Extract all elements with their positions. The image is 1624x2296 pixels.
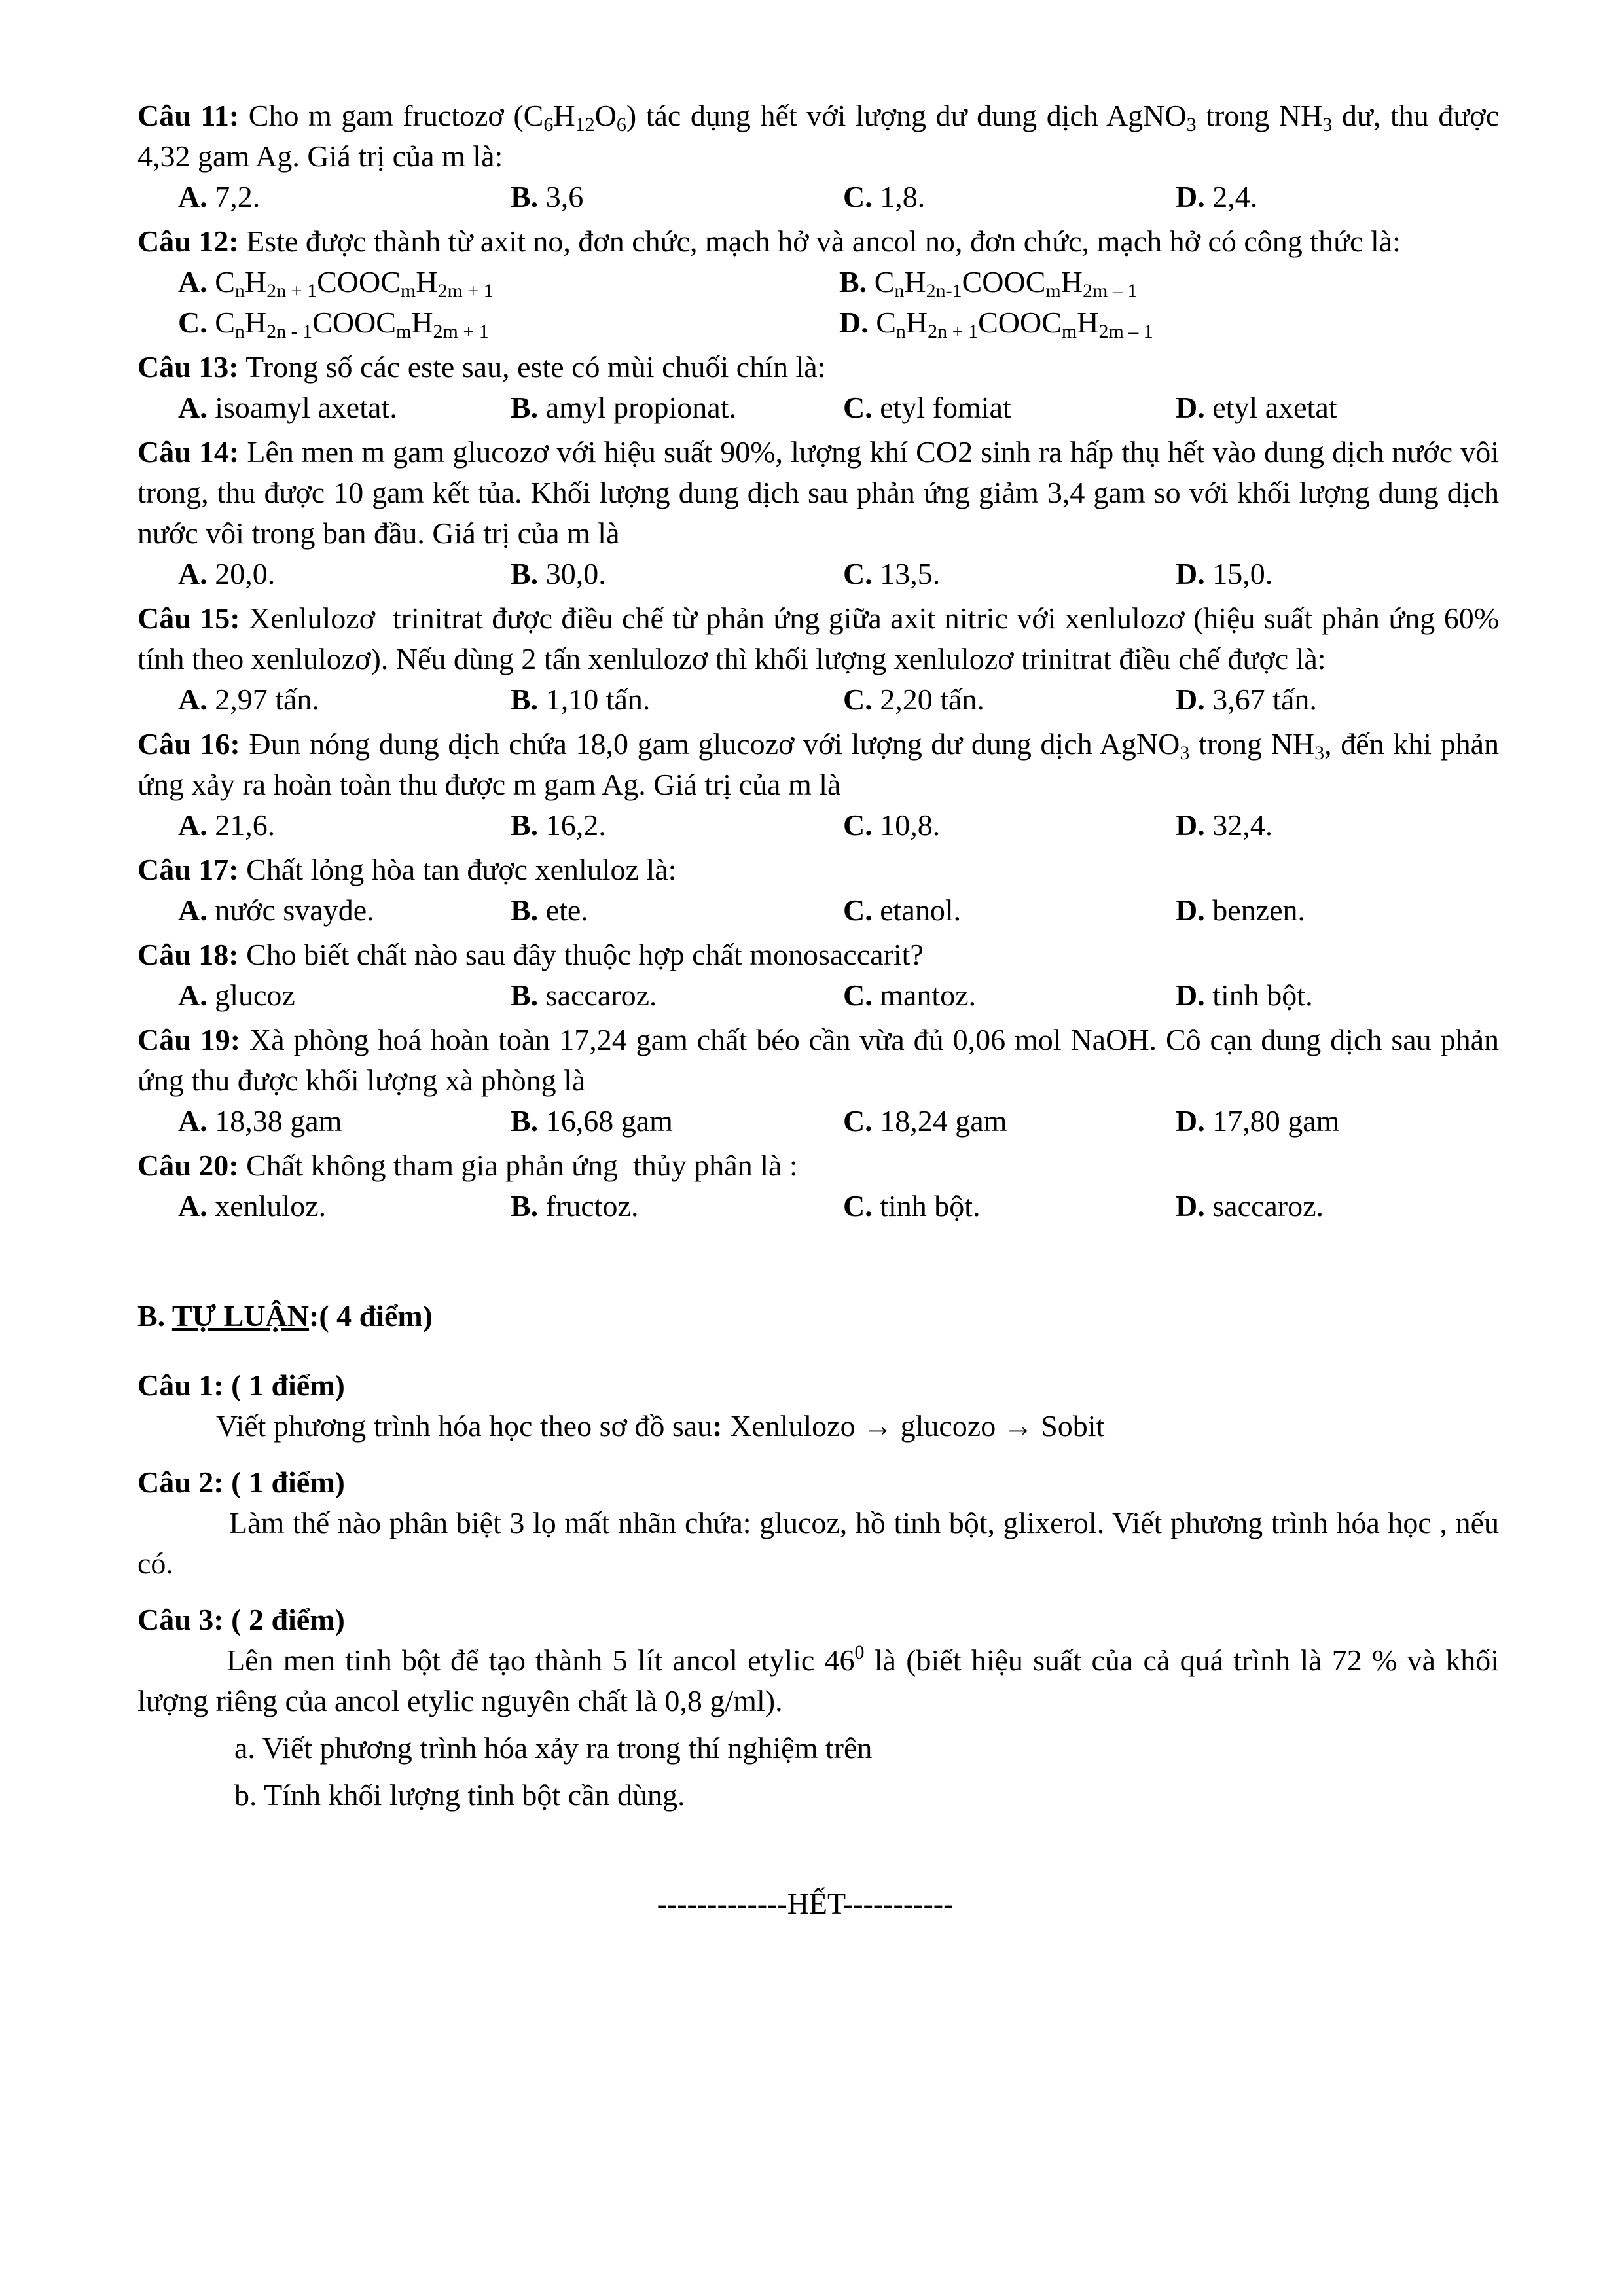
option-letter: A. — [178, 893, 208, 927]
answer-option — [178, 554, 511, 594]
question — [137, 1145, 1499, 1227]
question — [137, 724, 1499, 846]
question-stem — [137, 935, 1499, 975]
option-text: $C_nH_{2n-1}COOC_mH_{2m - 1}$ — [874, 265, 1138, 302]
question-stem — [137, 347, 1499, 387]
option-letter: A. — [178, 1189, 208, 1223]
option-text: tinh bột. — [1212, 978, 1313, 1012]
option-letter: D. — [1176, 978, 1205, 1012]
option-letter: D. — [1176, 180, 1205, 213]
answer-option — [178, 890, 511, 931]
question-label: Câu 17: — [137, 853, 239, 886]
essay-q3-part-a: a. Viết phương trình hóa xảy ra trong thí nghiệm trên — [234, 1731, 873, 1765]
question — [137, 850, 1499, 931]
essay-q2-text: Làm thế nào phân biệt 3 lọ mất nhãn chứa: glucoz, hồ tinh bột, glixerol. Viết phương trình hóa học , nếu có. — [137, 1506, 1499, 1580]
answer-option — [178, 262, 839, 302]
answer-option — [1176, 975, 1508, 1016]
option-text: 1,10 tấn. — [545, 683, 651, 716]
section-b-title: B. TỰ LUẬN:( 4 điểm) — [137, 1299, 433, 1333]
answer-option — [843, 387, 1176, 428]
option-text: 18,38 gam — [215, 1104, 342, 1138]
option-text: mantoz. — [880, 978, 977, 1012]
option-letter: B. — [511, 893, 539, 927]
option-letter: A. — [178, 557, 208, 590]
option-letter: A. — [178, 978, 208, 1012]
options-row — [137, 1101, 1499, 1141]
answer-option — [178, 1186, 511, 1227]
answer-option — [843, 1101, 1176, 1141]
option-letter: B. — [511, 1104, 539, 1138]
essay-q1-heading: Câu 1: ( 1 điểm) — [137, 1369, 345, 1402]
answer-option — [178, 387, 511, 428]
option-text: 18,24 gam — [880, 1104, 1007, 1138]
option-text: 10,8. — [880, 808, 941, 842]
question-stem — [137, 850, 1499, 890]
question-stem — [137, 96, 1499, 177]
question — [137, 96, 1499, 217]
option-text: 21,6. — [215, 808, 276, 842]
option-text: ete. — [545, 893, 588, 927]
option-letter: D. — [1176, 557, 1205, 590]
question-stem — [137, 724, 1499, 805]
question-label: Câu 13: — [137, 350, 239, 384]
answer-option — [839, 302, 1500, 343]
option-letter: C. — [843, 683, 873, 716]
option-letter: A. — [178, 1104, 208, 1138]
option-text: 30,0. — [545, 557, 606, 590]
option-letter: B. — [511, 808, 539, 842]
options-row — [137, 975, 1499, 1016]
answer-option — [1176, 554, 1508, 594]
option-text: saccaroz. — [1212, 1189, 1324, 1223]
option-letter: B. — [511, 1189, 539, 1223]
option-letter: C. — [843, 391, 873, 424]
option-text: etyl fomiat — [880, 391, 1011, 424]
question-label: Câu 18: — [137, 938, 239, 971]
exam-page — [137, 92, 1499, 1924]
option-letter: B. — [511, 978, 539, 1012]
answer-option — [843, 177, 1176, 217]
answer-option — [843, 554, 1176, 594]
option-text: $C_nH_{2n - 1}COOC_mH_{2m + 1}$ — [215, 306, 489, 342]
answer-option — [1176, 890, 1508, 931]
question-stem — [137, 598, 1499, 679]
question — [137, 221, 1499, 343]
end-marker: -------------HẾT----------- — [657, 1887, 954, 1920]
option-letter: D. — [1176, 1104, 1205, 1138]
option-letter: A. — [178, 391, 208, 424]
question-text: Este được thành từ axit no, đơn chức, mạch hở và ancol no, đơn chức, mạch hở có công thức là: — [246, 224, 1401, 258]
option-text: saccaroz. — [545, 978, 657, 1012]
answer-option — [178, 679, 511, 720]
option-letter: A. — [178, 265, 208, 298]
option-letter: A. — [178, 180, 208, 213]
option-letter: C. — [843, 557, 873, 590]
option-text: etanol. — [880, 893, 962, 927]
answer-option — [178, 1101, 511, 1141]
answer-option — [511, 387, 843, 428]
question-stem — [137, 1145, 1499, 1186]
answer-option — [1176, 387, 1508, 428]
answer-option — [511, 177, 843, 217]
answer-option — [178, 805, 511, 846]
answer-option — [1176, 679, 1508, 720]
question-text: Trong số các este sau, este có mùi chuối chín là: — [245, 350, 826, 384]
option-text: 2,97 tấn. — [215, 683, 319, 716]
options-row — [137, 177, 1499, 217]
question — [137, 1020, 1499, 1141]
question-text: Lên men m gam glucozơ với hiệu suất 90%, lượng khí CO2 sinh ra hấp thụ hết vào dung dịch nước vôi trong, thu được 10 gam kết tủa. Khối lượng dung dịch sau phản ứng giảm 3,4 gam so với khối lượng dung dịch nước vôi trong ban đầu. Giá trị của m là — [137, 435, 1500, 550]
question-stem — [137, 1020, 1499, 1101]
question-label: Câu 20: — [137, 1149, 239, 1182]
option-text: 3,67 tấn. — [1212, 683, 1317, 716]
answer-option — [178, 177, 511, 217]
option-letter: C. — [843, 180, 873, 213]
option-text: 3,6 — [545, 180, 584, 213]
option-text: 2,4. — [1212, 180, 1258, 213]
option-text: 13,5. — [880, 557, 941, 590]
answer-option — [178, 975, 511, 1016]
essay-q3-text: Lên men tinh bột để tạo thành 5 lít ancol etylic $46^0$ là (biết hiệu suất của cả quá trình là 72 % và khối lượng riêng của ancol etylic nguyên chất là 0,8 g/ml). — [137, 1641, 1499, 1717]
question-text: Chất lỏng hòa tan được xenluloz là: — [246, 853, 677, 886]
question-label: Câu 16: — [137, 727, 240, 761]
options-row — [137, 302, 1499, 343]
answer-option — [839, 262, 1500, 302]
option-letter: B. — [511, 391, 539, 424]
option-letter: D. — [1176, 893, 1205, 927]
question-list — [137, 96, 1499, 1227]
question-label: Câu 15: — [137, 601, 240, 635]
option-letter: D. — [1176, 1189, 1205, 1223]
option-text: $C_nH_{2n + 1}COOC_mH_{2m - 1}$ — [876, 306, 1153, 342]
option-letter: B. — [511, 557, 539, 590]
answer-option — [843, 805, 1176, 846]
option-text: nước svayde. — [215, 893, 374, 927]
option-letter: B. — [511, 683, 539, 716]
option-text: $C_nH_{2n + 1}COOC_mH_{2m + 1}$ — [215, 265, 494, 302]
question-text: Xenlulozơ trinitrat được điều chế từ phản ứng giữa axit nitric với xenlulozơ (hiệu suất phản ứng 60% tính theo xenlulozơ). Nếu dùng 2 tấn xenlulozơ thì khối lượng xenlulozơ trinitrat điều chế được là: — [137, 601, 1500, 675]
answer-option — [511, 1186, 843, 1227]
option-text: xenluloz. — [215, 1189, 327, 1223]
answer-option — [511, 554, 843, 594]
option-letter: C. — [843, 808, 873, 842]
option-text: 32,4. — [1212, 808, 1273, 842]
option-text: isoamyl axetat. — [215, 391, 397, 424]
option-letter: C. — [843, 1189, 873, 1223]
options-row — [137, 387, 1499, 428]
option-letter: D. — [839, 306, 869, 339]
option-text: 16,2. — [545, 808, 606, 842]
options-row — [137, 805, 1499, 846]
option-letter: B. — [839, 265, 867, 298]
answer-option — [178, 302, 839, 343]
option-letter: D. — [1176, 683, 1205, 716]
essay-q2-heading: Câu 2: ( 1 điểm) — [137, 1465, 345, 1499]
answer-option — [511, 805, 843, 846]
option-letter: C. — [178, 306, 208, 339]
question-label: Câu 12: — [137, 224, 239, 258]
essay-q1-text: Viết phương trình hóa học theo sơ đồ sau: Xenlulozo → glucozo → Sobit — [216, 1409, 1105, 1443]
option-text: 7,2. — [215, 180, 261, 213]
question-stem — [137, 221, 1499, 262]
question — [137, 432, 1499, 594]
option-text: 2,20 tấn. — [880, 683, 984, 716]
question-stem — [137, 432, 1499, 554]
answer-option — [843, 890, 1176, 931]
option-text: amyl propionat. — [545, 391, 736, 424]
option-letter: A. — [178, 683, 208, 716]
answer-option — [843, 975, 1176, 1016]
option-text: 20,0. — [215, 557, 276, 590]
option-letter: C. — [843, 1104, 873, 1138]
option-text: 17,80 gam — [1212, 1104, 1340, 1138]
question-text: Đun nóng dung dịch chứa 18,0 gam glucozơ với lượng dư dung dịch AgNO$_3$ trong $NH_3$, đến khi phản ứng xảy ra hoàn toàn thu được m gam Ag. Giá trị của m là — [137, 727, 1500, 801]
question-label: Câu 11: — [137, 99, 240, 132]
question — [137, 347, 1499, 428]
section-b-underlined: TỰ LUẬN — [171, 1299, 309, 1333]
answer-option — [843, 679, 1176, 720]
essay-q3-part-b: b. Tính khối lượng tinh bột cần dùng. — [234, 1778, 685, 1812]
options-row — [137, 262, 1499, 302]
options-row — [137, 890, 1499, 931]
answer-option — [511, 1101, 843, 1141]
question — [137, 935, 1499, 1016]
option-letter: D. — [1176, 391, 1205, 424]
question — [137, 598, 1499, 720]
option-text: benzen. — [1212, 893, 1305, 927]
answer-option — [511, 890, 843, 931]
option-letter: D. — [1176, 808, 1205, 842]
option-text: glucoz — [215, 978, 295, 1012]
answer-option — [511, 679, 843, 720]
question-label: Câu 19: — [137, 1023, 241, 1056]
answer-option — [843, 1186, 1176, 1227]
question-text: Xà phòng hoá hoàn toàn 17,24 gam chất béo cần vừa đủ 0,06 mol NaOH. Cô cạn dung dịch sau phản ứng thu được khối lượng xà phòng là — [137, 1023, 1499, 1097]
answer-option — [1176, 1186, 1508, 1227]
option-text: 16,68 gam — [545, 1104, 673, 1138]
options-row — [137, 554, 1499, 594]
options-row — [137, 679, 1499, 720]
options-row — [137, 1186, 1499, 1227]
question-text: Chất không tham gia phản ứng thủy phân là : — [246, 1149, 798, 1182]
option-text: 1,8. — [880, 180, 926, 213]
answer-option — [511, 975, 843, 1016]
option-letter: C. — [843, 893, 873, 927]
option-letter: B. — [511, 180, 539, 213]
answer-option — [1176, 805, 1508, 846]
question-text: Cho biết chất nào sau đây thuộc hợp chất monosaccarit? — [246, 938, 924, 971]
option-text: fructoz. — [545, 1189, 639, 1223]
option-text: tinh bột. — [880, 1189, 981, 1223]
option-letter: A. — [178, 808, 208, 842]
option-text: etyl axetat — [1212, 391, 1337, 424]
question-text: Cho m gam fructozơ $(C_6H_{12}O_6)$ tác dụng hết với lượng dư dung dịch AgNO$_3$ trong $NH_3$ dư, thu được 4,32 gam Ag. Giá trị của m là: — [137, 99, 1499, 173]
question-label: Câu 14: — [137, 435, 240, 469]
essay-q3-heading: Câu 3: ( 2 điểm) — [137, 1603, 345, 1636]
answer-option — [1176, 177, 1508, 217]
option-letter: C. — [843, 978, 873, 1012]
answer-option — [1176, 1101, 1508, 1141]
option-text: 15,0. — [1212, 557, 1273, 590]
